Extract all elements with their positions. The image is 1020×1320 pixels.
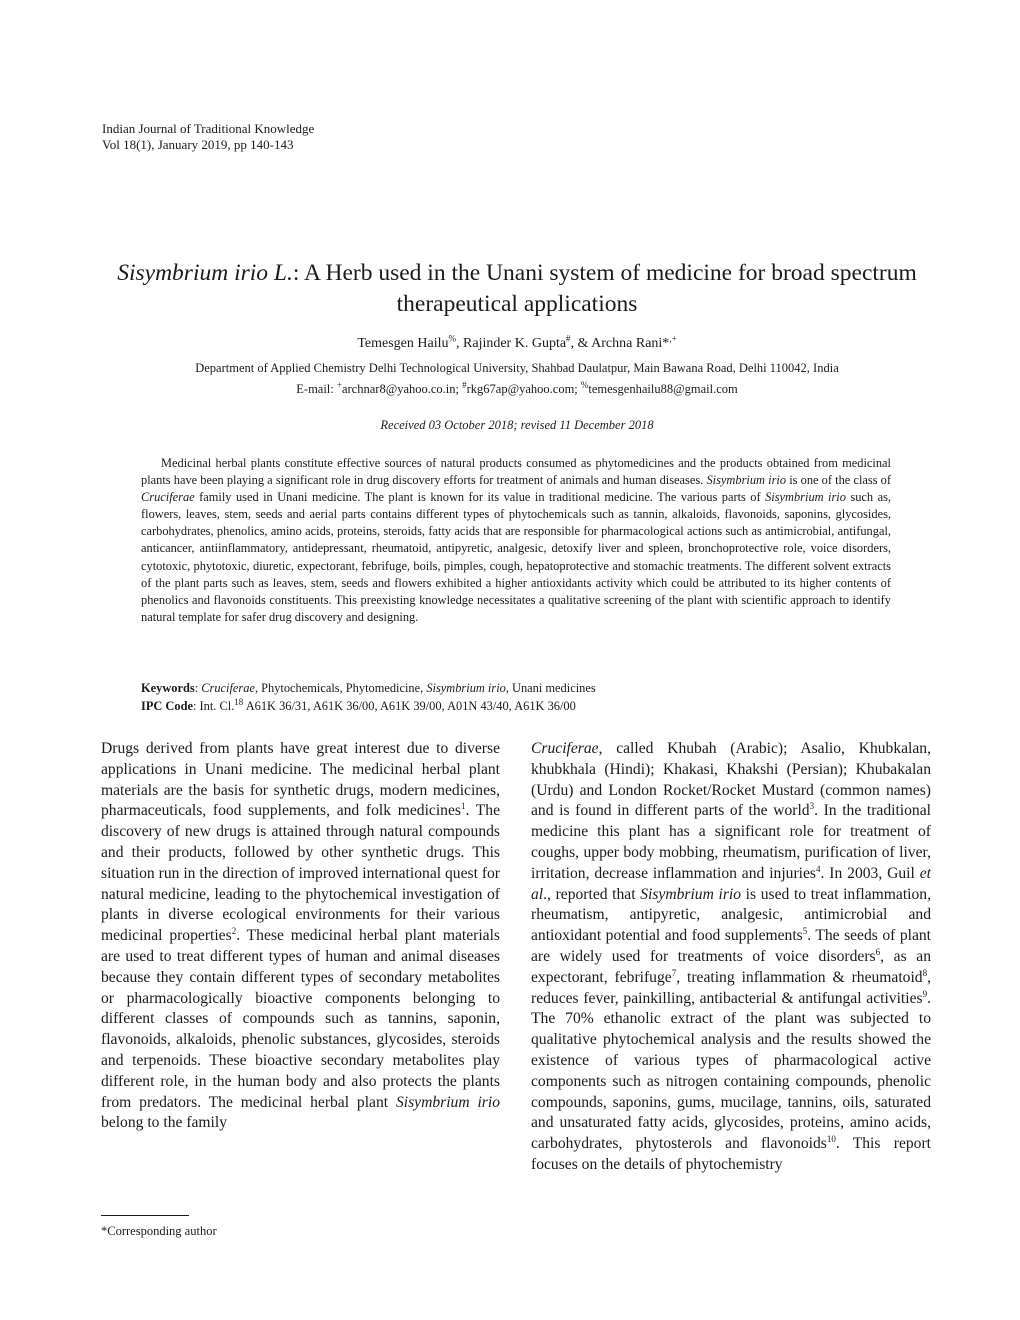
abstract-species: Sisymbrium irio xyxy=(765,490,846,505)
citation-ref[interactable]: 1 xyxy=(460,801,466,812)
author-list xyxy=(100,333,934,352)
journal-name: Indian Journal of Traditional Knowledge xyxy=(102,121,315,136)
citation-ref[interactable]: 9 xyxy=(922,988,928,999)
citation-ref[interactable]: 7 xyxy=(671,967,677,978)
keywords-block xyxy=(141,680,901,715)
body-text: . In the traditional medicine this plant has a significant role for treatment of coughs, upper body mobbing, rheumatism, purification of liver, irritation, decrease inflammation and injuries xyxy=(531,802,931,882)
email-mark-3: % xyxy=(580,379,589,390)
citation-ref[interactable]: 10 xyxy=(826,1133,836,1144)
journal-header xyxy=(102,121,314,153)
body-column-right xyxy=(531,739,931,1176)
body-text: . These medicinal herbal plant materials are used to treat different types of human and animal diseases because they contain different types of secondary metabolites or pharmacologically bioactive components belonging to different classes of compounds such as tannins, saponin, flavonoids, alkaloids, phenolic substances, glycosides, steroids and terpenoids. These bioactive secondary metabolites play different role, in the human body and also protects the plants from predators. The medicinal herbal plant xyxy=(101,927,500,1111)
citation-ref[interactable]: 4 xyxy=(815,863,821,874)
ipc-label: IPC Code xyxy=(141,698,193,713)
body-text: . This report focuses on the details of phytochemistry xyxy=(531,1135,931,1173)
author-2: , Rajinder K. Gupta xyxy=(456,336,567,351)
keywords-line xyxy=(141,680,901,698)
author-3-mark: ,+ xyxy=(669,333,677,344)
email-mark-1: + xyxy=(336,379,342,390)
body-text: belong to the family xyxy=(101,1114,228,1132)
body-text: , reduces fever, painkilling, antibacterial & antifungal activities xyxy=(531,968,932,1007)
email-3[interactable]: temesgenhailu88@gmail.com xyxy=(588,382,738,396)
keyword: , Unani medicines xyxy=(505,681,596,695)
species-name: Sisymbrium irio xyxy=(395,1093,500,1111)
author-1: Temesgen Hailu xyxy=(357,336,449,351)
keywords-label: Keywords xyxy=(141,681,195,695)
footnote-rule xyxy=(101,1215,189,1216)
email-label: E-mail: xyxy=(296,382,337,396)
abstract-family: Cruciferae xyxy=(141,490,195,505)
body-text: . The seeds of plant are widely used for treatments of voice disorders xyxy=(531,927,931,965)
abstract xyxy=(141,455,891,626)
body-text: , called Khubah (Arabic); Asalio, Khubkalan, khubkhala (Hindi); Khakasi, Khakshi (Persian); Khubakalan (Urdu) and London Rocket/Rocket Mustard (common names) and is found in different parts of the world xyxy=(531,740,931,820)
abstract-text: family used in Unani medicine. The plant is known for its value in traditional medicine. The various parts of xyxy=(194,490,766,505)
title-rest: : A Herb used in the Unani system of medicine for broad spectrum therapeutical applications xyxy=(292,260,917,317)
body-text: Drugs derived from plants have great interest due to diverse applications in Unani medicine. The medicinal herbal plant materials are the basis for synthetic drugs, modern medicines, pharmaceuticals, food supplements, and folk medicines xyxy=(101,740,500,820)
title-species: Sisymbrium irio L. xyxy=(117,260,293,286)
ipc-text: : Int. Cl. xyxy=(192,698,235,713)
citation-ref[interactable]: 6 xyxy=(875,946,881,957)
abstract-text: Medicinal herbal plants constitute effective sources of natural products consumed as phytomedicines and the products obtained from medicinal plants have been playing a significant role in drug discovery efforts for treatment of animals and human diseases. xyxy=(141,456,891,488)
body-text: . In 2003, Guil xyxy=(820,864,920,882)
body-text: , treating inflammation & rheumatoid xyxy=(676,968,923,986)
author-2-mark: # xyxy=(566,333,571,344)
keyword: , Phytochemicals, Phytomedicine, xyxy=(254,681,427,695)
abstract-text: is one of the class of xyxy=(786,473,892,488)
citation-ref[interactable]: 3 xyxy=(809,801,815,812)
keywords-sep: : xyxy=(194,681,202,695)
body-text: , as an expectorant, febrifuge xyxy=(531,947,931,986)
ipc-text: A61K 36/31, A61K 36/00, A61K 39/00, A01N 43/40, A61K 36/00 xyxy=(243,698,576,713)
author-1-mark: % xyxy=(448,333,457,344)
body-text: ., reported that xyxy=(543,885,641,903)
body-text: . The 70% ethanolic extract of the plant was subjected to qualitative phytochemical analysis and the results showed the existence of various types of pharmacological active components such as nitrogen containing compounds, phenolic compounds, saponins, gums, mucilage, tannins, oils, saturated and unsaturated fatty acids, glycosides, proteins, amino acids, carbohydrates, phytosterols and flavonoids xyxy=(531,989,931,1153)
abstract-species: Sisymbrium irio xyxy=(706,473,787,488)
email-1[interactable]: archnar8@yahoo.co.in; xyxy=(341,382,463,396)
keyword: Sisymbrium irio xyxy=(426,681,506,695)
keyword: Cruciferae xyxy=(201,681,255,695)
affiliation: Department of Applied Chemistry Delhi Technological University, Shahbad Daulatpur, Main Bawana Road, Delhi 110042, India xyxy=(195,361,839,375)
family-name: Cruciferae xyxy=(531,740,599,757)
et-al: et al xyxy=(531,864,931,903)
author-3: , & Archna Rani* xyxy=(570,336,670,351)
journal-volume: Vol 18(1), January 2019, pp 140-143 xyxy=(102,137,294,152)
email-mark-2: # xyxy=(462,379,467,390)
body-text: . The discovery of new drugs is attained through natural compounds and their products, followed by other synthetic drugs. This situation run in the direction of improved international quest for natural medicine, leading to the phytochemical investigation of plants in diverse ecological environments for their various medicinal properties xyxy=(101,802,501,945)
citation-ref[interactable]: 8 xyxy=(922,967,928,978)
received-dates: Received 03 October 2018; revised 11 December 2018 xyxy=(380,418,654,432)
paper-title xyxy=(100,258,934,320)
citation-ref[interactable]: 5 xyxy=(802,925,808,936)
email-2[interactable]: rkg67ap@yahoo.com; xyxy=(466,382,581,396)
body-column-left xyxy=(101,739,500,1134)
citation-ref[interactable]: 2 xyxy=(231,925,237,936)
ipc-sup: 18 xyxy=(234,696,244,707)
corresponding-author-footnote: *Corresponding author xyxy=(101,1224,217,1238)
abstract-text: such as, flowers, leaves, stem, seeds and aerial parts contains different types of phytochemicals such as tannin, alkaloids, flavonoids, saponins, glycosides, carbohydrates, phenolics, amino acids, proteins, steroids, fatty acids that are responsible for pharmacological actions such as antimicrobial, antifungal, anticancer, antiinflammatory, antidepressant, rheumatoid, antipyretic, analgesic, detoxify liver and spleen, bronchoprotective role, voice disorders, cytotoxic, phytotoxic, diuretic, expectorant, febrifuge, boils, pimples, cough, hepatoprotective and stomachic treatments. The different solvent extracts of the plant parts such as leaves, stem, seeds and flowers exhibited a higher antioxidants activity which could be attributed to its higher contents of phenolics and flavonoids constituents. This preexisting knowledge necessitates a qualitative screening of the plant with scientific approach to identify natural template for safer drug discovery and designing. xyxy=(141,490,891,624)
species-name: Sisymbrium irio xyxy=(640,885,742,903)
body-text: is used to treat inflammation, rheumatism, antipyretic, analgesic, antimicrobial and antioxidant potential and food supplements xyxy=(531,885,931,945)
email-line xyxy=(100,379,934,397)
ipc-line xyxy=(141,698,901,716)
